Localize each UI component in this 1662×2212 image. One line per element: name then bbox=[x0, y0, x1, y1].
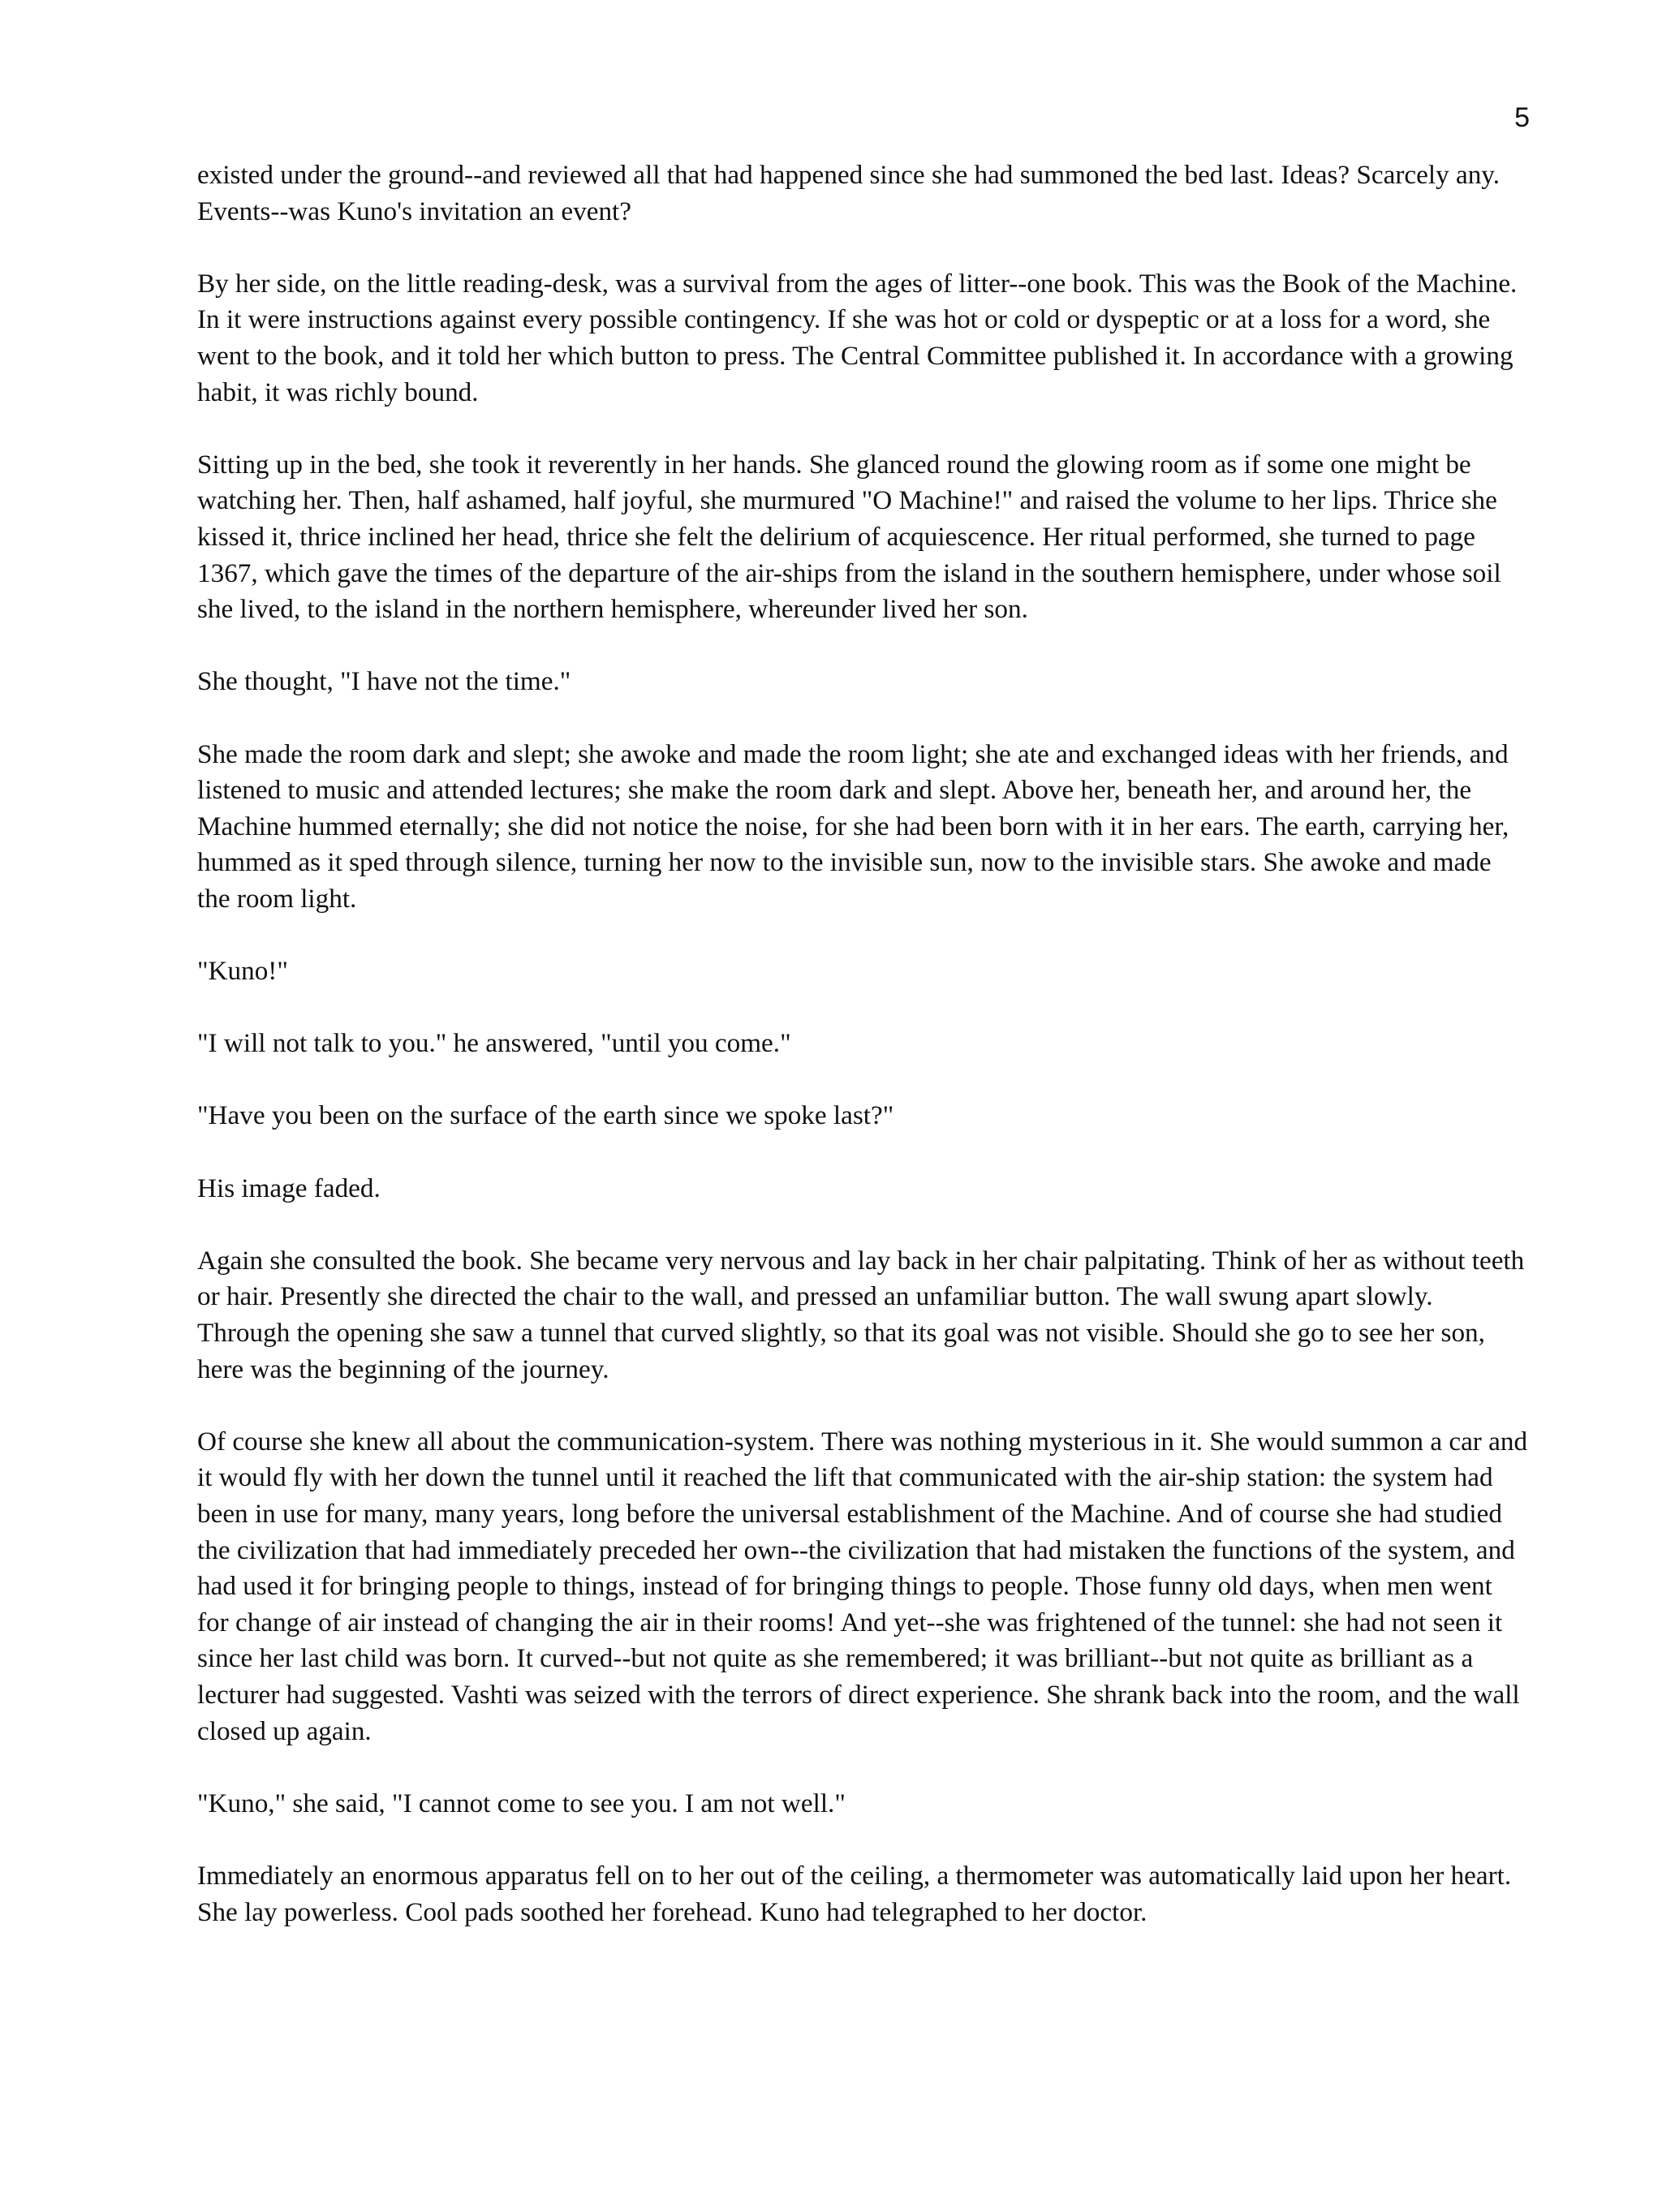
paragraph: By her side, on the little reading-desk, was a survival from the ages of litter--one book. This was the Book of the Machine. In it were instructions against every possible contingency. If she was hot or cold or dyspeptic or at a loss for a word, she went to the book, and it told her which button to press. The Central Committee published it. In accordance with a growing habit, it was richly bound. bbox=[197, 268, 1518, 407]
paragraph: She made the room dark and slept; she awoke and made the room light; she ate and exchanged ideas with her friends, and listened to music and attended lectures; she make the room dark and slept. Above her, beneath her, and around her, the Machine hummed eternally; she did not notice the noise, for she had been born with it in her ears. The earth, carrying her, hummed as it sped through silence, turning her now to the invisible sun, now to the invisible stars. She awoke and made the room light. bbox=[197, 738, 1509, 914]
page-number: 5 bbox=[1514, 102, 1530, 133]
paragraph: existed under the ground--and reviewed all that had happened since she had summoned the bed last. Ideas? Scarcely any. Events--was Kuno's invitation an event? bbox=[197, 160, 1501, 226]
paragraph: "I will not talk to you." he answered, "until you come." bbox=[197, 1028, 791, 1059]
paragraph: His image faded. bbox=[197, 1173, 381, 1203]
paragraph: Again she consulted the book. She became very nervous and lay back in her chair palpitating. Think of her as without teeth or hair. Presently she directed the chair to the wall, and pressed an unfamiliar button. The wall swung apart slowly. Through the opening she saw a tunnel that curved slightly, so that its goal was not visible. Should she go to see her son, here was the beginning of the journey. bbox=[197, 1245, 1525, 1384]
paragraph: She thought, "I have not the time." bbox=[197, 666, 571, 697]
paragraph: "Kuno," she said, "I cannot come to see you. I am not well." bbox=[197, 1788, 846, 1818]
body-text bbox=[197, 157, 1528, 1967]
paragraph: Immediately an enormous apparatus fell on to her out of the ceiling, a thermometer was automatically laid upon her heart. She lay powerless. Cool pads soothed her forehead. Kuno had telegraphed to her doctor. bbox=[197, 1860, 1512, 1927]
paragraph: Of course she knew all about the communication-system. There was nothing mysterious in it. She would summon a car and it would fly with her down the tunnel until it reached the lift that communicated with the air-ship station: the system had been in use for many, many years, long before the universal establishment of the Machine. And of course she had studied the civilization that had immediately preceded her own--the civilization that had mistaken the functions of the system, and had used it for bringing people to things, instead of for bringing things to people. Those funny old days, when men went for change of air instead of changing the air in their rooms! And yet--she was frightened of the tunnel: she had not seen it since her last child was born. It curved--but not quite as she remembered; it was brilliant--but not quite as brilliant as a lecturer had suggested. Vashti was seized with the terrors of direct experience. She shrank back into the room, and the wall closed up again. bbox=[197, 1426, 1528, 1746]
paragraph: "Have you been on the surface of the earth since we spoke last?" bbox=[197, 1100, 894, 1131]
paragraph: "Kuno!" bbox=[197, 956, 288, 987]
paragraph: Sitting up in the bed, she took it reverently in her hands. She glanced round the glowing room as if some one might be watching her. Then, half ashamed, half joyful, she murmured "O Machine!" and raised the volume to her lips. Thrice she kissed it, thrice inclined her head, thrice she felt the delirium of acquiescence. Her ritual performed, she turned to page 1367, which gave the times of the departure of the air-ships from the island in the southern hemisphere, under whose soil she lived, to the island in the northern hemisphere, whereunder lived her son. bbox=[197, 449, 1501, 625]
